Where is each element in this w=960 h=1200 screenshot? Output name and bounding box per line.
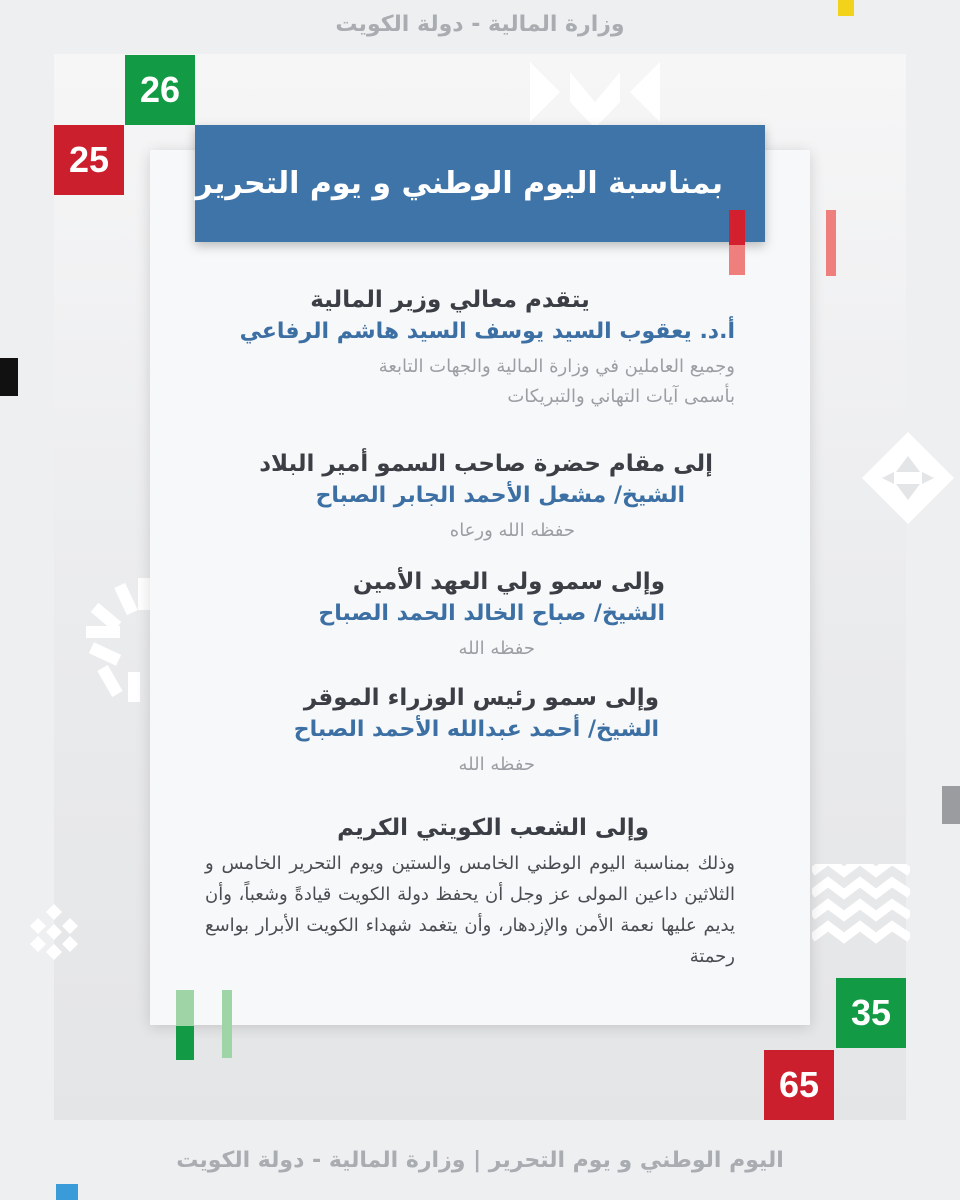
zigzag-right-pattern <box>812 864 910 944</box>
black-accent <box>0 358 18 396</box>
prime-minister-blessing: حفظه الله <box>458 754 535 775</box>
intro-line-3: وجميع العاملين في وزارة المالية والجهات التابعة <box>378 356 735 377</box>
red-bar-thin <box>826 210 836 276</box>
number-35-box: 35 <box>836 978 906 1048</box>
yellow-accent <box>838 0 854 16</box>
amir-name: الشيخ/ مشعل الأحمد الجابر الصباح <box>315 483 685 508</box>
amir-heading: إلى مقام حضرة صاحب السمو أمير البلاد <box>259 451 713 477</box>
amir-blessing: حفظه الله ورعاه <box>449 520 575 541</box>
number-25-box: 25 <box>54 125 124 195</box>
minister-name: أ.د. يعقوب السيد يوسف السيد هاشم الرفاعي <box>239 319 735 344</box>
green-bar-dark <box>176 1026 194 1060</box>
green-bar-light <box>176 990 194 1026</box>
red-bar-light <box>729 245 745 275</box>
intro-line-4: بأسمى آيات التهاني والتبريكات <box>507 386 735 407</box>
crown-prince-name: الشيخ/ صباح الخالد الحمد الصباح <box>318 601 665 626</box>
number-65-box: 65 <box>764 1050 834 1120</box>
prime-minister-name: الشيخ/ أحمد عبدالله الأحمد الصباح <box>293 717 659 742</box>
header-title: وزارة المالية - دولة الكويت <box>335 12 625 37</box>
crown-prince-blessing: حفظه الله <box>458 638 535 659</box>
sunburst-left-pattern <box>80 576 160 704</box>
people-message: وذلك بمناسبة اليوم الوطني الخامس والستين ويوم التحرير الخامس و الثلاثين داعين المولى عز وجل أن يحفظ دولة الكويت قيادةً وشعباً، وأن يديم عليها نعمة الأمن والإزدهار، وأن يتغمد شهداء الكويت الأبرار بواسع رحمتة <box>205 853 735 967</box>
gray-accent <box>942 786 960 824</box>
green-bar-thin <box>222 990 232 1058</box>
blue-accent <box>56 1184 78 1200</box>
people-heading: وإلى الشعب الكويتي الكريم <box>337 815 649 841</box>
amir-section <box>205 448 735 546</box>
prime-minister-heading: وإلى سمو رئيس الوزراء الموقر <box>303 685 659 711</box>
crown-prince-heading: وإلى سمو ولي العهد الأمين <box>352 569 665 595</box>
intro-section <box>205 284 735 412</box>
diamond-cluster-left-pattern <box>26 904 82 960</box>
footer-text: اليوم الوطني و يوم التحرير | وزارة المالية - دولة الكويت <box>176 1148 784 1173</box>
banner-title: بمناسبة اليوم الوطني و يوم التحرير <box>195 166 723 201</box>
number-26-box: 26 <box>125 55 195 125</box>
red-bar-dark <box>729 210 745 245</box>
people-section <box>205 812 735 972</box>
title-banner <box>195 125 765 242</box>
zigzag-top-pattern <box>530 62 660 132</box>
intro-heading: يتقدم معالي وزير المالية <box>310 287 590 313</box>
diamond-right-pattern <box>862 432 954 524</box>
crown-prince-section <box>205 566 735 664</box>
prime-minister-section <box>205 682 735 780</box>
